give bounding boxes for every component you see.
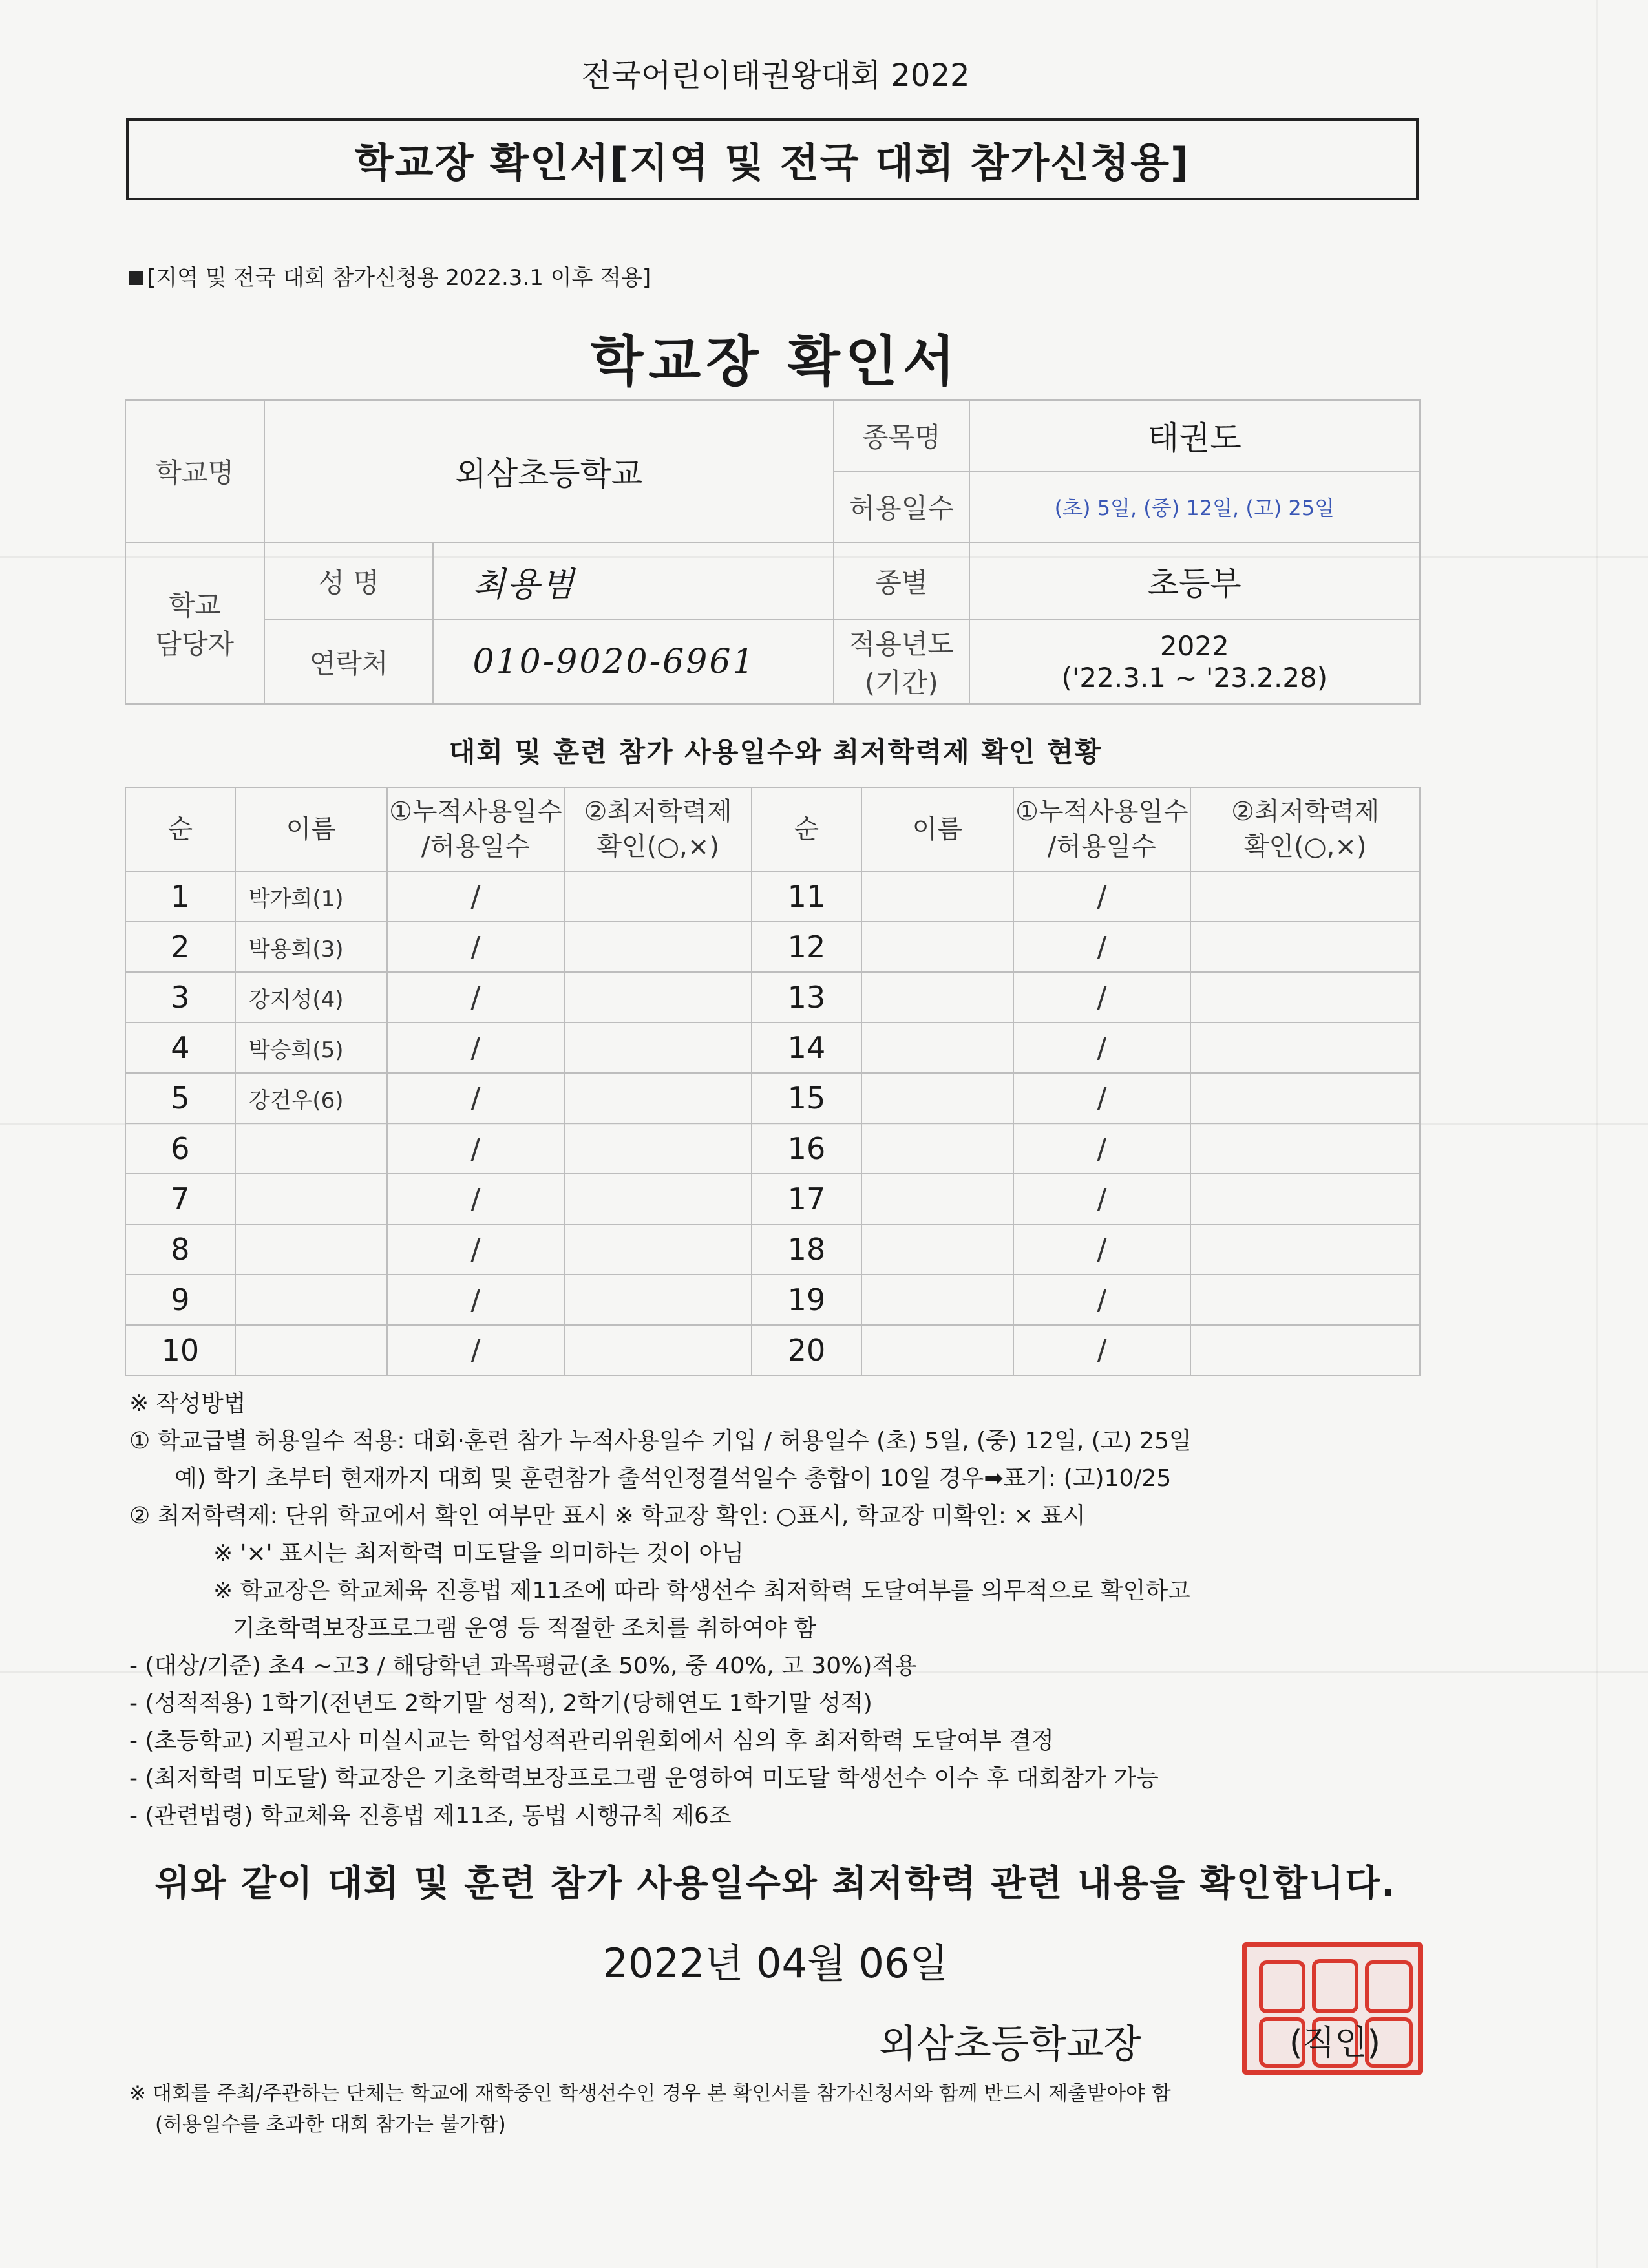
header-name: 이름 [235, 787, 387, 871]
row-name [861, 1224, 1013, 1275]
row-name: 박승희(5) [235, 1023, 387, 1073]
header-days-1: ①누적사용일수 [389, 797, 562, 827]
signer-title: 외삼초등학교장 [879, 2022, 1141, 2067]
row-number: 11 [752, 871, 861, 922]
row-check [1190, 1023, 1420, 1073]
table-row [125, 1325, 1420, 1375]
row-days: / [387, 1123, 565, 1174]
table-row [125, 1073, 1420, 1123]
row-number: 19 [752, 1275, 861, 1325]
table-row [125, 972, 1420, 1023]
school-label: 학교명 [125, 400, 264, 542]
row-days: / [387, 871, 565, 922]
method-line: - (대상/기준) 초4 ~고3 / 해당학년 과목평균(초 50%, 중 40%, 고 30%)적용 [129, 1653, 917, 1679]
row-days: / [1013, 1174, 1191, 1224]
row-days: / [387, 1073, 565, 1123]
header-min-1: ②최저학력제 [1231, 797, 1380, 827]
method-title: ※ 작성방법 [129, 1390, 246, 1417]
staff-label-1: 학교 [168, 589, 221, 621]
row-name: 박용희(3) [235, 922, 387, 972]
row-check [1190, 922, 1420, 972]
staff-label [125, 542, 264, 704]
method-line: ② 최저학력제: 단위 학교에서 확인 여부만 표시 ※ 학교장 확인: ○표시, 학교장 미확인: × 표시 [129, 1503, 1086, 1529]
row-days: / [1013, 1224, 1191, 1275]
table-row [125, 1174, 1420, 1224]
row-name [235, 1224, 387, 1275]
scan-edge [1596, 0, 1598, 2268]
row-check [564, 1224, 752, 1275]
row-number: 13 [752, 972, 861, 1023]
method-line: - (최저학력 미도달) 학교장은 기초학력보장프로그램 운영하여 미도달 학생선수 이수 후 대회참가 가능 [129, 1765, 1159, 1792]
table-row [125, 922, 1420, 972]
row-number: 17 [752, 1174, 861, 1224]
row-days: / [1013, 1325, 1191, 1375]
row-days: / [387, 1174, 565, 1224]
table-row [125, 1275, 1420, 1325]
row-days: / [1013, 1073, 1191, 1123]
row-number: 5 [125, 1073, 235, 1123]
header-days [387, 787, 565, 871]
row-name: 강건우(6) [235, 1073, 387, 1123]
banner-title: 학교장 확인서[지역 및 전국 대회 참가신청용] [126, 118, 1419, 200]
row-check [1190, 1174, 1420, 1224]
row-name [861, 972, 1013, 1023]
row-days: / [1013, 1275, 1191, 1325]
row-number: 4 [125, 1023, 235, 1073]
header-name: 이름 [861, 787, 1013, 871]
square-bullet-icon [129, 271, 143, 285]
seal-glyph [1312, 1959, 1358, 2013]
row-name [861, 1123, 1013, 1174]
row-number: 20 [752, 1325, 861, 1375]
header-order: 순 [125, 787, 235, 871]
confirmation-statement: 위와 같이 대회 및 훈련 참가 사용일수와 최저학력 관련 내용을 확인합니다. [154, 1863, 1397, 1905]
status-table [125, 787, 1421, 1376]
row-number: 9 [125, 1275, 235, 1325]
applicability-note-text: [지역 및 전국 대회 참가신청용 2022.3.1 이후 적용] [147, 265, 651, 291]
row-check [564, 1275, 752, 1325]
row-number: 1 [125, 871, 235, 922]
row-days: / [387, 1325, 565, 1375]
header-min [1190, 787, 1420, 871]
year-period: ('22.3.1 ~ '23.2.28) [1061, 662, 1328, 694]
row-days: / [1013, 922, 1191, 972]
header-min [564, 787, 752, 871]
table-row [125, 1023, 1420, 1073]
name-label: 성 명 [264, 542, 434, 620]
staff-label-2: 담당자 [155, 628, 235, 660]
row-name [861, 1073, 1013, 1123]
seal-glyph [1259, 1960, 1305, 2013]
event-title: 전국어린이태권왕대회 2022 [581, 58, 970, 94]
row-number: 18 [752, 1224, 861, 1275]
row-days: / [387, 972, 565, 1023]
row-check [1190, 972, 1420, 1023]
row-days: / [1013, 871, 1191, 922]
row-check [564, 1073, 752, 1123]
row-check [1190, 1325, 1420, 1375]
year-label-2: (기간) [864, 667, 938, 699]
header-min-2: 확인(○,×) [1243, 832, 1367, 862]
row-name [861, 1174, 1013, 1224]
row-number: 3 [125, 972, 235, 1023]
row-days: / [1013, 972, 1191, 1023]
table-row [125, 1224, 1420, 1275]
handwritten-name: 최용범 [433, 542, 833, 620]
row-days: / [387, 1023, 565, 1073]
year-label-1: 적용년도 [849, 628, 954, 660]
row-check [564, 1123, 752, 1174]
row-check [1190, 1073, 1420, 1123]
row-name [861, 1023, 1013, 1073]
header-days-2: /허용일수 [421, 832, 530, 862]
row-name [861, 1325, 1013, 1375]
row-days: / [387, 1275, 565, 1325]
section-title: 대회 및 훈련 참가 사용일수와 최저학력제 확인 현황 [449, 736, 1103, 768]
row-check [564, 1325, 752, 1375]
row-number: 6 [125, 1123, 235, 1174]
row-name [235, 1174, 387, 1224]
row-days: / [387, 1224, 565, 1275]
document-title: 학교장 확인서 [590, 330, 961, 393]
row-name [861, 922, 1013, 972]
row-name [235, 1123, 387, 1174]
table-row [125, 1123, 1420, 1174]
writing-method [129, 1385, 1448, 1835]
row-check [564, 1023, 752, 1073]
info-table [125, 399, 1421, 705]
row-name [235, 1275, 387, 1325]
header-order: 순 [752, 787, 861, 871]
year-number: 2022 [1159, 630, 1229, 662]
row-check [564, 972, 752, 1023]
row-name: 박가희(1) [235, 871, 387, 922]
footer-line: ※ 대회를 주최/주관하는 단체는 학교에 재학중인 학생선수인 경우 본 확인서를 참가신청서와 함께 반드시 제출받아야 함 [129, 2082, 1171, 2105]
row-days: / [387, 922, 565, 972]
row-days: / [1013, 1123, 1191, 1174]
allowed-days-label: 허용일수 [834, 471, 969, 542]
row-number: 8 [125, 1224, 235, 1275]
division-value: 초등부 [969, 542, 1420, 620]
seal-glyph [1365, 1960, 1413, 2013]
row-number: 10 [125, 1325, 235, 1375]
header-days [1013, 787, 1191, 871]
division-label: 종별 [834, 542, 969, 620]
row-number: 16 [752, 1123, 861, 1174]
sport-label: 종목명 [834, 400, 969, 471]
row-number: 2 [125, 922, 235, 972]
method-line: 기초학력보장프로그램 운영 등 적절한 조치를 취하여야 함 [233, 1615, 817, 1642]
row-name [861, 871, 1013, 922]
contact-label: 연락처 [264, 620, 434, 704]
row-number: 14 [752, 1023, 861, 1073]
row-check [1190, 1123, 1420, 1174]
row-check [1190, 871, 1420, 922]
handwritten-contact: 010-9020-6961 [433, 620, 833, 704]
row-number: 12 [752, 922, 861, 972]
row-name [861, 1275, 1013, 1325]
row-number: 15 [752, 1073, 861, 1123]
sport-value: 태권도 [969, 400, 1420, 471]
method-line: - (초등학교) 지필고사 미실시교는 학업성적관리위원회에서 심의 후 최저학력 도달여부 결정 [129, 1728, 1054, 1754]
footer-line: (허용일수를 초과한 대회 참가는 불가함) [155, 2113, 506, 2136]
row-name: 강지성(4) [235, 972, 387, 1023]
row-check [1190, 1275, 1420, 1325]
year-label [834, 620, 969, 704]
row-name [235, 1325, 387, 1375]
table-row [125, 871, 1420, 922]
footer-note [129, 2078, 1461, 2140]
header-days-2: /허용일수 [1047, 832, 1156, 862]
method-line: ① 학교급별 허용일수 적용: 대회·훈련 참가 누적사용일수 기입 / 허용일수 (초) 5일, (중) 12일, (고) 25일 [129, 1428, 1192, 1454]
header-days-1: ①누적사용일수 [1015, 797, 1188, 827]
method-line: ※ 학교장은 학교체육 진흥법 제11조에 따라 학생선수 최저학력 도달여부를 의무적으로 확인하고 [213, 1578, 1190, 1604]
header-min-1: ②최저학력제 [584, 797, 732, 827]
row-check [1190, 1224, 1420, 1275]
status-header-row [125, 787, 1420, 871]
allowed-days-value: (초) 5일, (중) 12일, (고) 25일 [969, 471, 1420, 542]
row-check [564, 922, 752, 972]
issue-date: 2022년 04월 06일 [602, 1940, 949, 1987]
header-min-2: 확인(○,×) [597, 832, 719, 862]
row-check [564, 1174, 752, 1224]
row-number: 7 [125, 1174, 235, 1224]
method-line: ※ '×' 표시는 최저학력 미도달을 의미하는 것이 아님 [213, 1540, 744, 1567]
applicability-note [129, 260, 651, 291]
seal-mark-text: (직인) [1289, 2024, 1381, 2062]
method-line: - (관련법령) 학교체육 진흥법 제11조, 동법 시행규칙 제6조 [129, 1803, 732, 1829]
method-line: 예) 학기 초부터 현재까지 대회 및 훈련참가 출석인정결석일수 총합이 10일 경우➡표기: (고)10/25 [174, 1465, 1172, 1492]
row-days: / [1013, 1023, 1191, 1073]
method-line: - (성적적용) 1학기(전년도 2학기말 성적), 2학기(당해연도 1학기말 성적) [129, 1690, 872, 1717]
school-value: 외삼초등학교 [264, 400, 834, 542]
row-check [564, 871, 752, 922]
year-value [969, 620, 1420, 704]
